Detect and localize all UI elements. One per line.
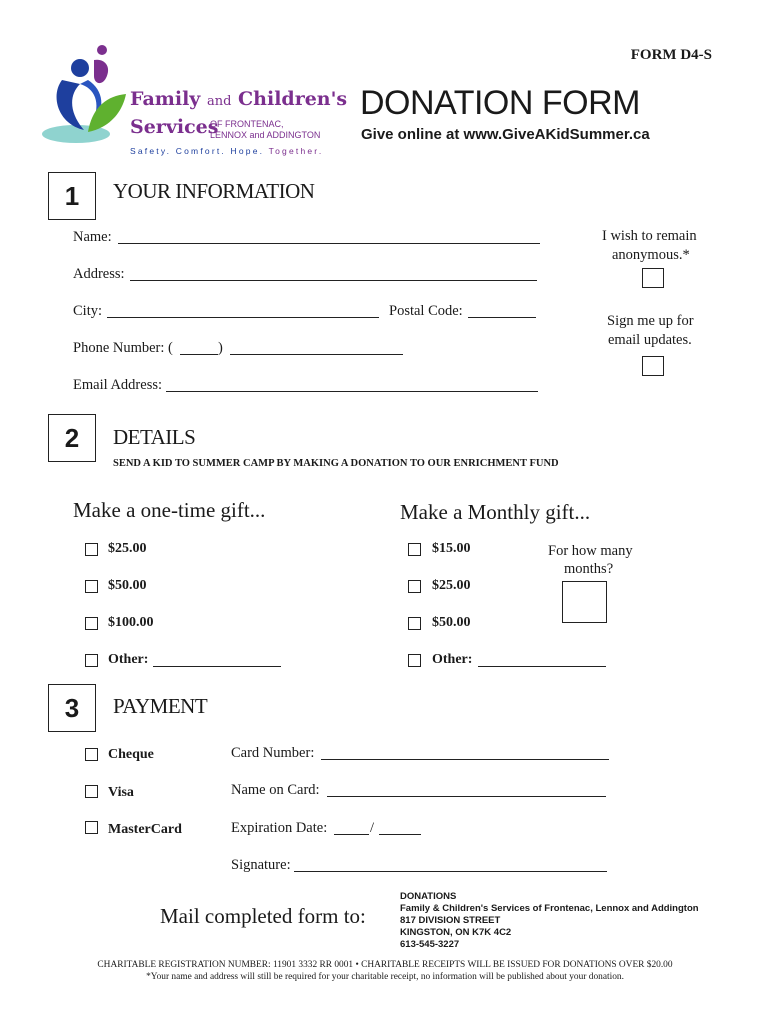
address-field[interactable]	[130, 280, 537, 281]
logo-figure-icon	[40, 44, 130, 144]
section-heading-payment: PAYMENT	[113, 694, 208, 718]
onetime-50-label: $50.00	[108, 578, 147, 593]
months-label-line1: For how many	[548, 543, 633, 559]
mailing-address-line: DONATIONS	[400, 891, 457, 902]
anonymous-label-line2: anonymous.*	[612, 247, 690, 263]
expiration-label: Expiration Date:	[231, 820, 328, 836]
logo-name-family: Family	[130, 88, 201, 110]
monthly-15-label: $15.00	[432, 541, 471, 556]
postal-code-field[interactable]	[468, 317, 536, 318]
charitable-registration-note: CHARITABLE REGISTRATION NUMBER: 11901 3332 RR 0001 • CHARITABLE RECEIPTS WILL BE ISSUED FOR DONATIONS OVER $20.00	[97, 960, 673, 970]
anonymous-label-line1: I wish to remain	[602, 228, 697, 244]
privacy-note: *Your name and address will still be required for your charitable receipt, no information will be published about your donation.	[146, 972, 624, 982]
mailing-address-line: KINGSTON, ON K7K 4C2	[400, 927, 512, 938]
mail-to-label: Mail completed form to:	[160, 904, 366, 928]
visa-checkbox[interactable]	[85, 785, 98, 798]
page-title: DONATION FORM	[360, 84, 640, 122]
signature-field[interactable]	[294, 871, 607, 872]
months-label-line2: months?	[564, 561, 614, 577]
section-heading-details: DETAILS	[113, 425, 196, 449]
onetime-50-checkbox[interactable]	[85, 580, 98, 593]
email-field[interactable]	[166, 391, 538, 392]
logo-tagline: Safety. Comfort. Hope.	[130, 146, 265, 156]
mailing-address-line: Family & Children's Services of Frontenac, Lennox and Addington	[400, 903, 699, 914]
onetime-other-amount-field[interactable]	[153, 666, 281, 667]
anonymous-checkbox[interactable]	[642, 268, 664, 288]
logo-region-line1: OF FRONTENAC,	[210, 119, 284, 129]
monthly-50-label: $50.00	[432, 615, 471, 630]
monthly-25-label: $25.00	[432, 578, 471, 593]
monthly-other-amount-field[interactable]	[478, 666, 606, 667]
section-number-1: 1	[48, 172, 96, 220]
name-label: Name:	[73, 229, 112, 245]
logo-tagline-together: Together.	[268, 146, 324, 156]
details-subheading: SEND A KID TO SUMMER CAMP BY MAKING A DONATION TO OUR ENRICHMENT FUND	[113, 458, 559, 469]
card-number-label: Card Number:	[231, 745, 315, 761]
mastercard-checkbox[interactable]	[85, 821, 98, 834]
form-code: FORM D4-S	[630, 47, 712, 63]
cheque-checkbox[interactable]	[85, 748, 98, 761]
phone-area-code-field[interactable]	[180, 354, 218, 355]
expiration-month-field[interactable]	[334, 834, 369, 835]
page-subtitle: Give online at www.GiveAKidSummer.ca	[361, 126, 650, 143]
onetime-25-label: $25.00	[108, 541, 147, 556]
address-label: Address:	[73, 266, 125, 282]
expiration-separator: /	[370, 820, 375, 836]
mailing-address	[400, 891, 699, 951]
mailing-address-line: 613-545-3227	[400, 939, 460, 950]
onetime-other-checkbox[interactable]	[85, 654, 98, 667]
section-number-3: 3	[48, 684, 96, 732]
email-signup-label-line1: Sign me up for	[607, 313, 694, 329]
visa-label: Visa	[108, 785, 134, 800]
phone-close-paren: )	[218, 340, 223, 356]
mastercard-label: MasterCard	[108, 822, 182, 837]
onetime-100-checkbox[interactable]	[85, 617, 98, 630]
city-label: City:	[73, 303, 103, 319]
mailing-address-line: 817 DIVISION STREET	[400, 915, 501, 926]
cheque-label: Cheque	[108, 747, 154, 762]
phone-number-field[interactable]	[230, 354, 403, 355]
onetime-other-label: Other:	[108, 652, 149, 667]
onetime-25-checkbox[interactable]	[85, 543, 98, 556]
name-on-card-label: Name on Card:	[231, 782, 320, 798]
expiration-year-field[interactable]	[379, 834, 421, 835]
monthly-gift-title: Make a Monthly gift...	[400, 500, 591, 524]
organization-logo	[40, 44, 348, 164]
signature-label: Signature:	[231, 857, 291, 873]
monthly-15-checkbox[interactable]	[408, 543, 421, 556]
logo-name-children: Children's	[238, 88, 348, 110]
card-number-field[interactable]	[321, 759, 609, 760]
logo-name-services: Services	[130, 116, 219, 138]
onetime-100-label: $100.00	[108, 615, 154, 630]
logo-region-line2: LENNOX and ADDINGTON	[210, 130, 321, 140]
logo-name-and: and	[206, 94, 232, 109]
name-field[interactable]	[118, 243, 540, 244]
city-field[interactable]	[107, 317, 379, 318]
monthly-25-checkbox[interactable]	[408, 580, 421, 593]
months-count-field[interactable]	[562, 581, 607, 623]
phone-label: Phone Number: (	[73, 340, 173, 356]
name-on-card-field[interactable]	[327, 796, 606, 797]
email-label: Email Address:	[73, 377, 163, 393]
monthly-other-label: Other:	[432, 652, 473, 667]
section-number-2: 2	[48, 414, 96, 462]
monthly-50-checkbox[interactable]	[408, 617, 421, 630]
email-signup-checkbox[interactable]	[642, 356, 664, 376]
onetime-gift-title: Make a one-time gift...	[73, 498, 266, 522]
postal-code-label: Postal Code:	[389, 303, 463, 319]
email-signup-label-line2: email updates.	[608, 332, 692, 348]
monthly-other-checkbox[interactable]	[408, 654, 421, 667]
section-heading-your-information: YOUR INFORMATION	[113, 179, 315, 203]
